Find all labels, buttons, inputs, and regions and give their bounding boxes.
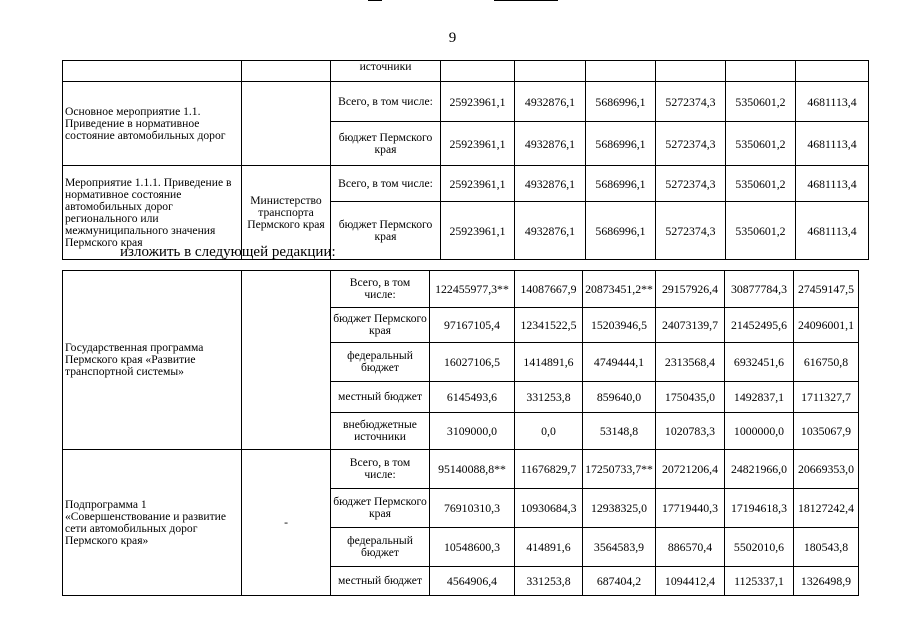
value-cell: 20669353,0 [794,450,859,489]
value-cell: 4681113,4 [796,202,869,260]
value-cell: 1414891,6 [515,343,583,382]
value-cell: 0,0 [515,413,583,450]
table-row [63,82,869,122]
value-cell: 5350601,2 [726,166,796,202]
value-cell: 5272374,3 [656,82,726,122]
table-row [63,61,869,82]
source-cell: бюджет Пермского края [331,122,441,166]
value-cell [515,61,586,82]
value-cell: 25923961,1 [441,202,515,260]
value-cell: 5350601,2 [726,82,796,122]
value-cell: 331253,8 [515,382,583,413]
value-cell: 29157926,4 [656,271,725,308]
value-cell: 180543,8 [794,528,859,567]
source-cell: Всего, в том числе: [331,166,441,202]
executor-cell: - [242,450,331,596]
value-cell: 5272374,3 [656,202,726,260]
value-cell: 76910310,3 [430,489,515,528]
value-cell [656,61,726,82]
value-cell: 27459147,5 [794,271,859,308]
value-cell: 20873451,2** [583,271,656,308]
value-cell: 6145493,6 [430,382,515,413]
value-cell: 414891,6 [515,528,583,567]
value-cell: 12341522,5 [515,308,583,343]
value-cell: 122455977,3** [430,271,515,308]
row-name-cell: Основное мероприятие 1.1. Приведение в нормативное состояние автомобильных дорог [63,82,242,166]
value-cell: 24821966,0 [725,450,794,489]
value-cell: 1000000,0 [725,413,794,450]
value-cell: 2313568,4 [656,343,725,382]
value-cell: 1326498,9 [794,567,859,596]
top-rule-right [494,0,558,1]
value-cell: 4681113,4 [796,122,869,166]
name-cell [63,61,242,82]
value-cell: 1750435,0 [656,382,725,413]
source-cell: местный бюджет [331,382,430,413]
value-cell: 25923961,1 [441,122,515,166]
row-name-cell: Мероприятие 1.1.1. Приведение в нормативное состояние автомобильных дорог регионального или межмуниципального значения Пермского края [63,166,242,260]
value-cell: 5350601,2 [726,122,796,166]
value-cell: 1492837,1 [725,382,794,413]
value-cell: 5686996,1 [586,166,656,202]
value-cell: 24073139,7 [656,308,725,343]
value-cell: 17250733,7** [583,450,656,489]
value-cell: 16027106,5 [430,343,515,382]
value-cell: 17719440,3 [656,489,725,528]
executor-cell [242,61,331,82]
caption-new-wording: изложить в следующей редакции: [120,244,336,260]
row-name-cell: Подпрограмма 1 «Совершенствование и развитие сети автомобильных дорог Пермского края» [63,450,242,596]
value-cell: 4932876,1 [515,202,586,260]
source-cell: федеральный бюджет [331,343,430,382]
value-cell: 4932876,1 [515,122,586,166]
value-cell: 5502010,6 [725,528,794,567]
source-cell: местный бюджет [331,567,430,596]
value-cell [586,61,656,82]
value-cell: 10548600,3 [430,528,515,567]
value-cell: 25923961,1 [441,166,515,202]
value-cell: 5686996,1 [586,82,656,122]
value-cell: 10930684,3 [515,489,583,528]
value-cell: 53148,8 [583,413,656,450]
value-cell: 20721206,4 [656,450,725,489]
value-cell: 4681113,4 [796,166,869,202]
value-cell: 687404,2 [583,567,656,596]
executor-cell [242,271,331,450]
value-cell [441,61,515,82]
value-cell: 24096001,1 [794,308,859,343]
page-number: 9 [448,30,457,46]
table-old-wording [62,60,869,260]
value-cell: 18127242,4 [794,489,859,528]
value-cell: 3109000,0 [430,413,515,450]
executor-cell: Министерство транспорта Пермского края [242,166,331,260]
value-cell: 5272374,3 [656,122,726,166]
source-cell: федеральный бюджет [331,528,430,567]
source-cell: внебюджетные источники [331,413,430,450]
value-cell: 331253,8 [515,567,583,596]
value-cell: 5272374,3 [656,166,726,202]
table-new-wording [62,270,859,596]
value-cell: 21452495,6 [725,308,794,343]
value-cell: 12938325,0 [583,489,656,528]
value-cell: 4681113,4 [796,82,869,122]
value-cell: 616750,8 [794,343,859,382]
value-cell: 17194618,3 [725,489,794,528]
value-cell: 4932876,1 [515,166,586,202]
table-row [63,450,859,489]
value-cell: 1125337,1 [725,567,794,596]
value-cell: 5350601,2 [726,202,796,260]
value-cell: 5686996,1 [586,122,656,166]
source-header-cell: источники [331,61,441,82]
value-cell: 97167105,4 [430,308,515,343]
top-rule-left [368,0,382,1]
value-cell: 95140088,8** [430,450,515,489]
value-cell: 1094412,4 [656,567,725,596]
value-cell: 1711327,7 [794,382,859,413]
value-cell: 886570,4 [656,528,725,567]
value-cell [796,61,869,82]
value-cell: 1035067,9 [794,413,859,450]
source-cell: бюджет Пермского края [331,308,430,343]
value-cell: 1020783,3 [656,413,725,450]
table-row [63,166,869,202]
source-cell: Всего, в том числе: [331,82,441,122]
value-cell: 15203946,5 [583,308,656,343]
value-cell: 25923961,1 [441,82,515,122]
source-cell: бюджет Пермского края [331,202,441,260]
source-cell: бюджет Пермского края [331,489,430,528]
executor-cell [242,82,331,166]
value-cell: 30877784,3 [725,271,794,308]
source-cell: Всего, в том числе: [331,450,430,489]
source-cell: Всего, в том числе: [331,271,430,308]
row-name-cell: Государственная программа Пермского края «Развитие транспортной системы» [63,271,242,450]
value-cell: 14087667,9 [515,271,583,308]
value-cell: 4932876,1 [515,82,586,122]
value-cell: 4749444,1 [583,343,656,382]
value-cell: 3564583,9 [583,528,656,567]
value-cell [726,61,796,82]
value-cell: 5686996,1 [586,202,656,260]
value-cell: 859640,0 [583,382,656,413]
value-cell: 6932451,6 [725,343,794,382]
value-cell: 4564906,4 [430,567,515,596]
table-row [63,271,859,308]
value-cell: 11676829,7 [515,450,583,489]
